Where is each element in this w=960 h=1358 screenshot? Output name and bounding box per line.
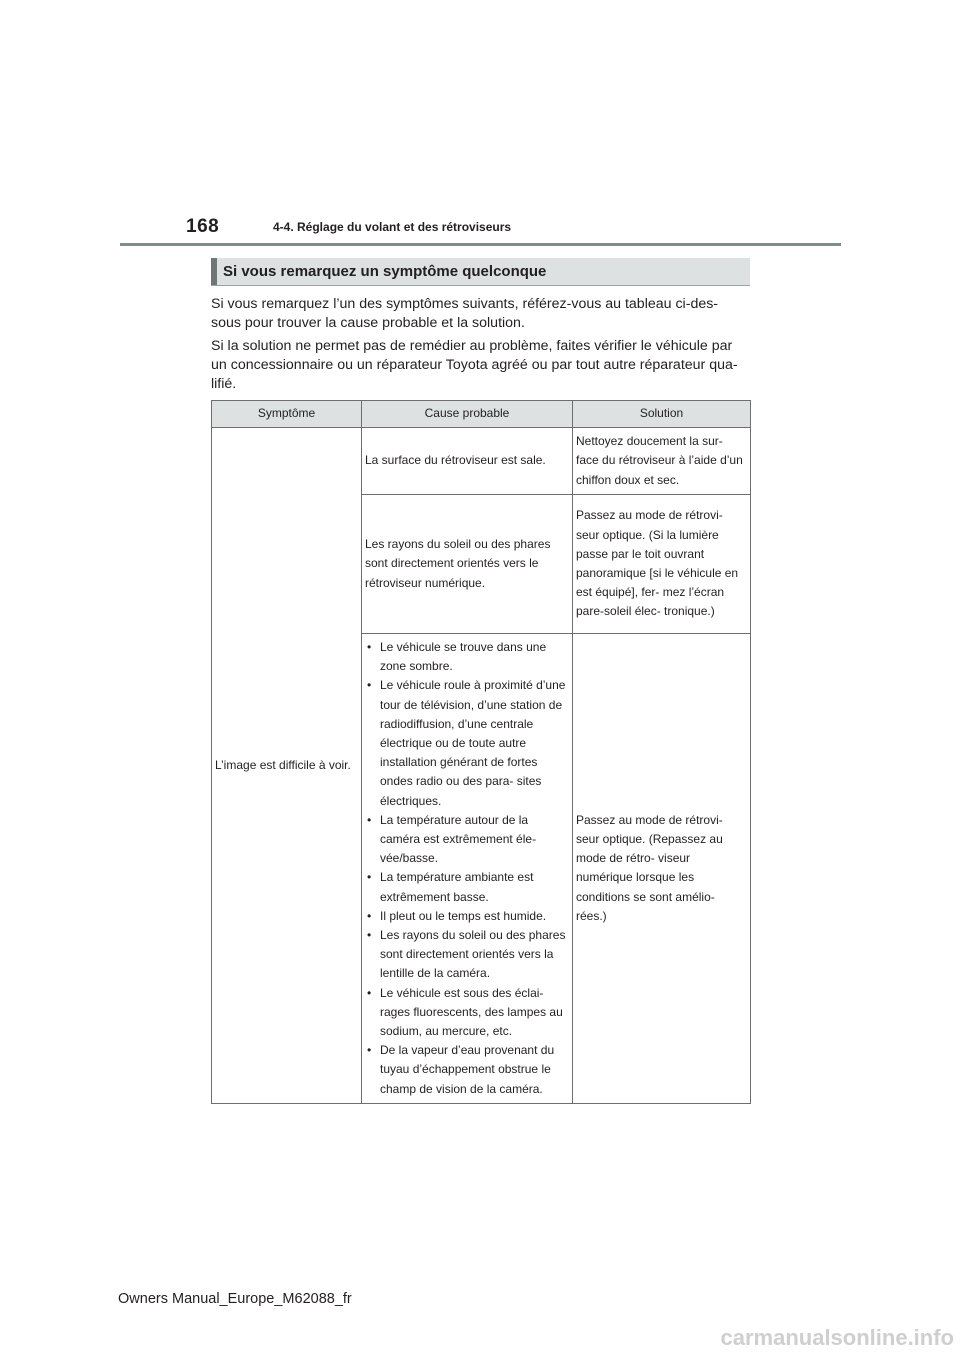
symptom-cell: L’image est difficile à voir. xyxy=(212,428,362,1104)
header-symptom: Symptôme xyxy=(212,401,362,428)
document-footer: Owners Manual_Europe_M62088_fr xyxy=(118,1291,352,1307)
solution-cell: Nettoyez doucement la sur- face du rétroviseur à l’aide d’un chiffon doux et sec. xyxy=(573,428,751,495)
list-item xyxy=(365,984,569,1042)
table-row xyxy=(212,428,751,495)
troubleshooting-table xyxy=(211,400,751,1104)
list-item xyxy=(365,638,569,676)
cause-text: Les rayons du soleil ou des phares sont directement orientés vers la lentille de la caméra. xyxy=(380,928,566,981)
list-item xyxy=(365,811,569,869)
header-cause: Cause probable xyxy=(362,401,573,428)
bullet-icon: • xyxy=(367,812,372,827)
solution-cell: Passez au mode de rétrovi- seur optique. (Repassez au mode de rétro- viseur numérique lorsque les conditions se sont amélio- rées.) xyxy=(573,634,751,1104)
bullet-icon: • xyxy=(367,985,372,1000)
list-item xyxy=(365,868,569,906)
list-item xyxy=(365,907,569,926)
cause-cell: Les rayons du soleil ou des phares sont directement orientés vers le rétroviseur numérique. xyxy=(362,495,573,634)
bullet-icon: • xyxy=(367,928,372,943)
heading-accent-bar xyxy=(211,258,217,285)
list-item xyxy=(365,926,569,984)
cause-text: Il pleut ou le temps est humide. xyxy=(380,908,547,923)
bullet-icon: • xyxy=(367,678,372,693)
header-divider xyxy=(120,243,841,246)
cause-text: De la vapeur d’eau provenant du tuyau d’échappement obstrue le champ de vision de la caméra. xyxy=(380,1043,555,1096)
cause-text: Le véhicule est sous des éclai- rages fluorescents, des lampes au sodium, au mercure, etc. xyxy=(380,985,563,1039)
cause-text: Le véhicule roule à proximité d’une tour de télévision, d’une station de radiodiffusion, d’une centrale électrique ou de toute autre installation générant de fortes ondes radio ou des para- sites électriques. xyxy=(380,678,566,808)
cause-cell: La surface du rétroviseur est sale. xyxy=(362,428,573,495)
list-item xyxy=(365,676,569,810)
section-header: 4-4. Réglage du volant et des rétroviseurs xyxy=(273,220,512,234)
header-solution: Solution xyxy=(573,401,751,428)
bullet-icon: • xyxy=(367,870,372,885)
table-header-row xyxy=(212,401,751,428)
cause-text: La température autour de la caméra est extrêmement éle- vée/basse. xyxy=(380,812,537,866)
cause-list xyxy=(365,638,569,1099)
watermark-logo: carmanualsonline.info xyxy=(720,1325,954,1350)
bullet-icon: • xyxy=(367,908,372,923)
dealer-paragraph: Si la solution ne permet pas de remédier au problème, faites vérifier le véhicule par un concessionnaire ou un réparateur Toyota agréé ou par tout autre réparateur qua- lifié. xyxy=(211,338,738,392)
list-item xyxy=(365,1041,569,1099)
bullet-icon: • xyxy=(367,1043,372,1058)
bullet-icon: • xyxy=(367,640,372,654)
section-heading: Si vous remarquez un symptôme quelconque xyxy=(223,263,547,280)
page-number: 168 xyxy=(186,216,220,237)
intro-paragraph: Si vous remarquez l’un des symptômes suivants, référez-vous au tableau ci-des- sous pour trouver la cause probable et la solution. xyxy=(211,296,719,331)
cause-text: La température ambiante est extrêmement basse. xyxy=(380,870,534,904)
section-heading-box xyxy=(211,258,750,286)
cause-list-cell xyxy=(362,634,573,1104)
cause-text: Le véhicule se trouve dans une zone sombre. xyxy=(380,640,547,674)
solution-cell: Passez au mode de rétrovi- seur optique. (Si la lumière passe par le toit ouvrant panoramique [si le véhicule en est équipé], fer- mez l’écran pare-soleil élec- tronique.) xyxy=(573,495,751,634)
